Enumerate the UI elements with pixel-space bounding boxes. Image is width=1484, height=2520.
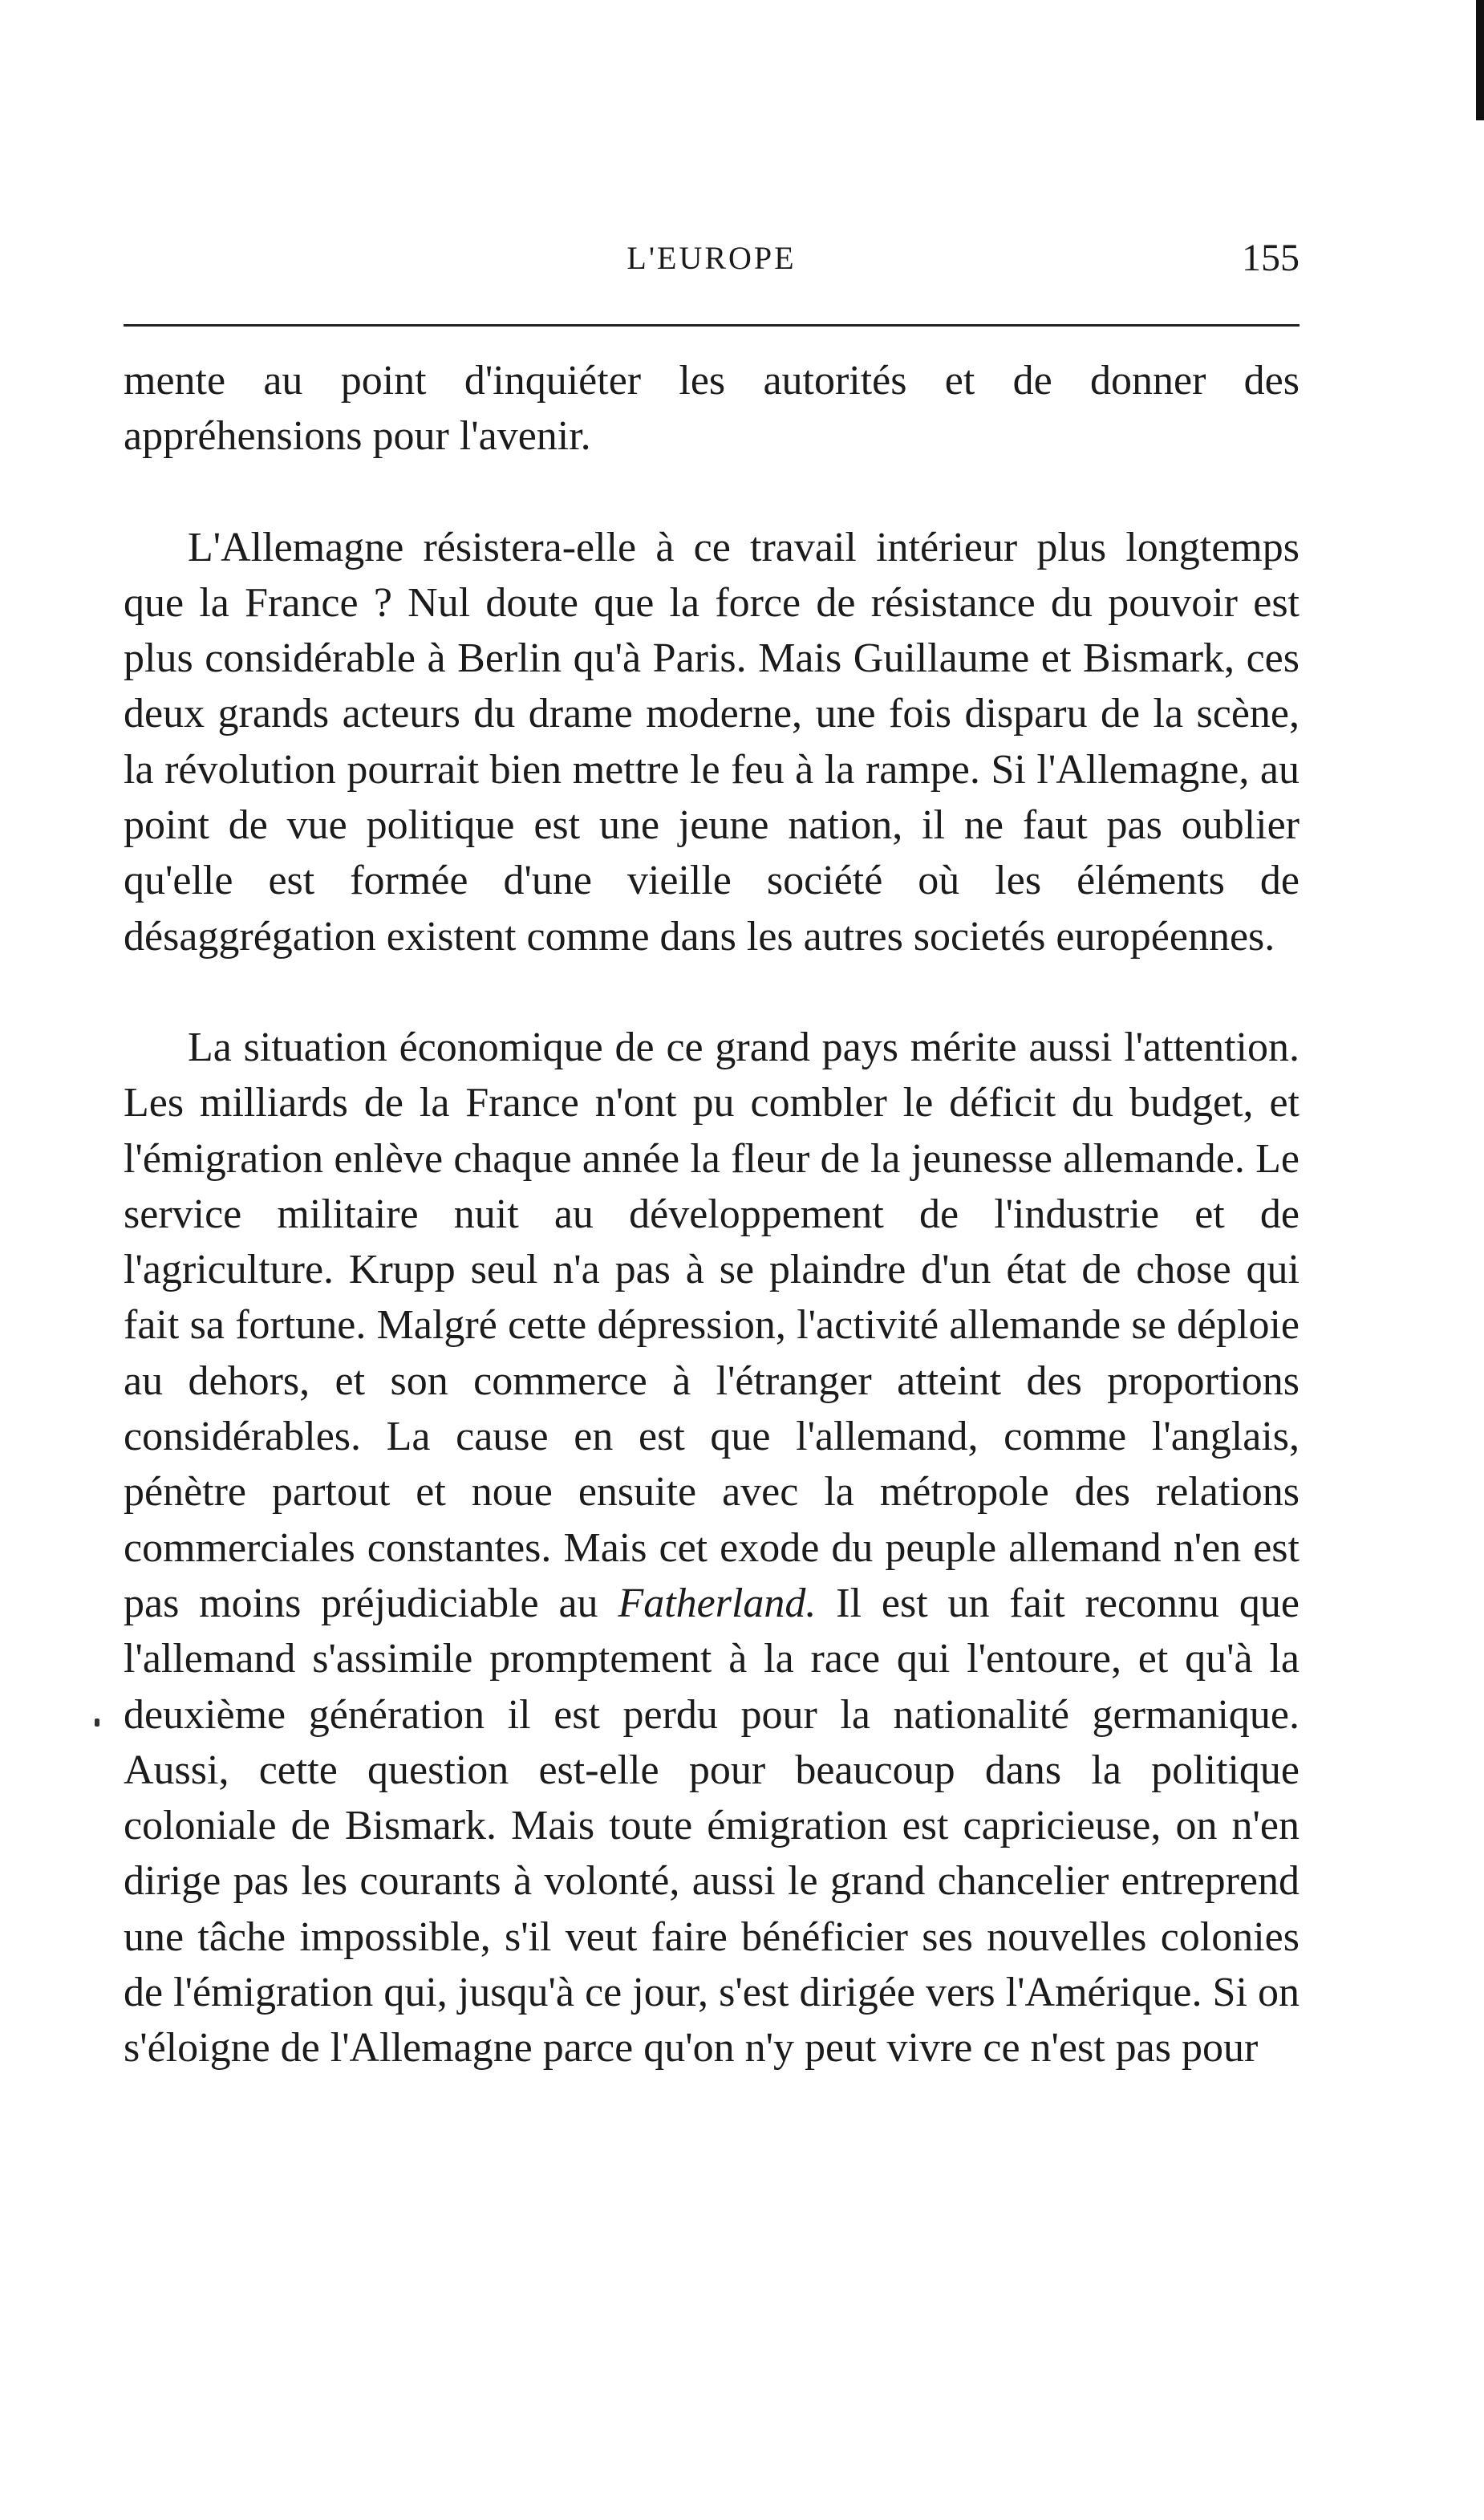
header-rule	[124, 324, 1300, 327]
paragraph-2: L'Allemagne résistera-elle à ce travail intérieur plus longtemps que la France ? Nul doute que la force de résistance du pouvoir est plus considérable à Berlin qu'à Paris. Mais Guillaume et Bismark, ces deux grands acteurs du drame moderne, une fois disparu de la scène, la révolution pourrait bien mettre le feu à la rampe. Si l'Allemagne, au point de vue politique est une jeune nation, il ne faut pas oublier qu'elle est formée d'une vieille société où les éléments de désaggrégation existent comme dans les autres societés européennes.	[124, 524, 1300, 960]
paragraph-3-text-a: La situation économique de ce grand pays mérite aussi l'attention. Les milliards de la France n'ont pu combler le déficit du budget, et l'émigration enlève chaque année la fleur de la jeunesse allemande. Le service militaire nuit au développement de l'industrie et de l'agriculture. Krupp seul n'a pas à se plaindre d'un état de chose qui fait sa fortune. Malgré cette dépression, l'activité allemande se déploie au dehors, et son commerce à l'étranger atteint des proportions considérables. La cause en est que l'allemand, comme l'anglais, pénètre partout et noue ensuite avec la métropole des relations commerciales constantes. Mais cet exode du peuple allemand n'en est pas moins préjudiciable au	[124, 1024, 1300, 1626]
body-text	[124, 353, 1300, 2076]
italic-term: Fatherland.	[618, 1580, 817, 1626]
paragraph-3	[124, 1020, 1300, 2076]
margin-speck	[95, 1719, 99, 1727]
running-head	[124, 234, 1300, 282]
paragraph-1: mente au point d'inquiéter les autorités et de donner des appréhensions pour l'avenir.	[124, 358, 1300, 460]
paragraph-3-text-b: Il est un fait reconnu que l'allemand s'assimile promptement à la race qui l'entoure, et qu'à la deuxième génération il est perdu pour la nationalité germanique. Aussi, cette question est-elle pour beaucoup dans la politique coloniale de Bismark. Mais toute émigration est capricieuse, on n'en dirige pas les courants à volonté, aussi le grand chancelier entreprend une tâche impossible, s'il veut faire bénéficier ses nouvelles colonies de l'émigration qui, jusqu'à ce jour, s'est dirigée vers l'Amérique. Si on s'éloigne de l'Allemagne parce qu'on n'y peut vivre ce n'est pas pour	[124, 1580, 1300, 2072]
page-edge-shadow	[1476, 0, 1484, 120]
page-number: 155	[1242, 237, 1300, 279]
running-title: L'EUROPE	[626, 240, 797, 276]
